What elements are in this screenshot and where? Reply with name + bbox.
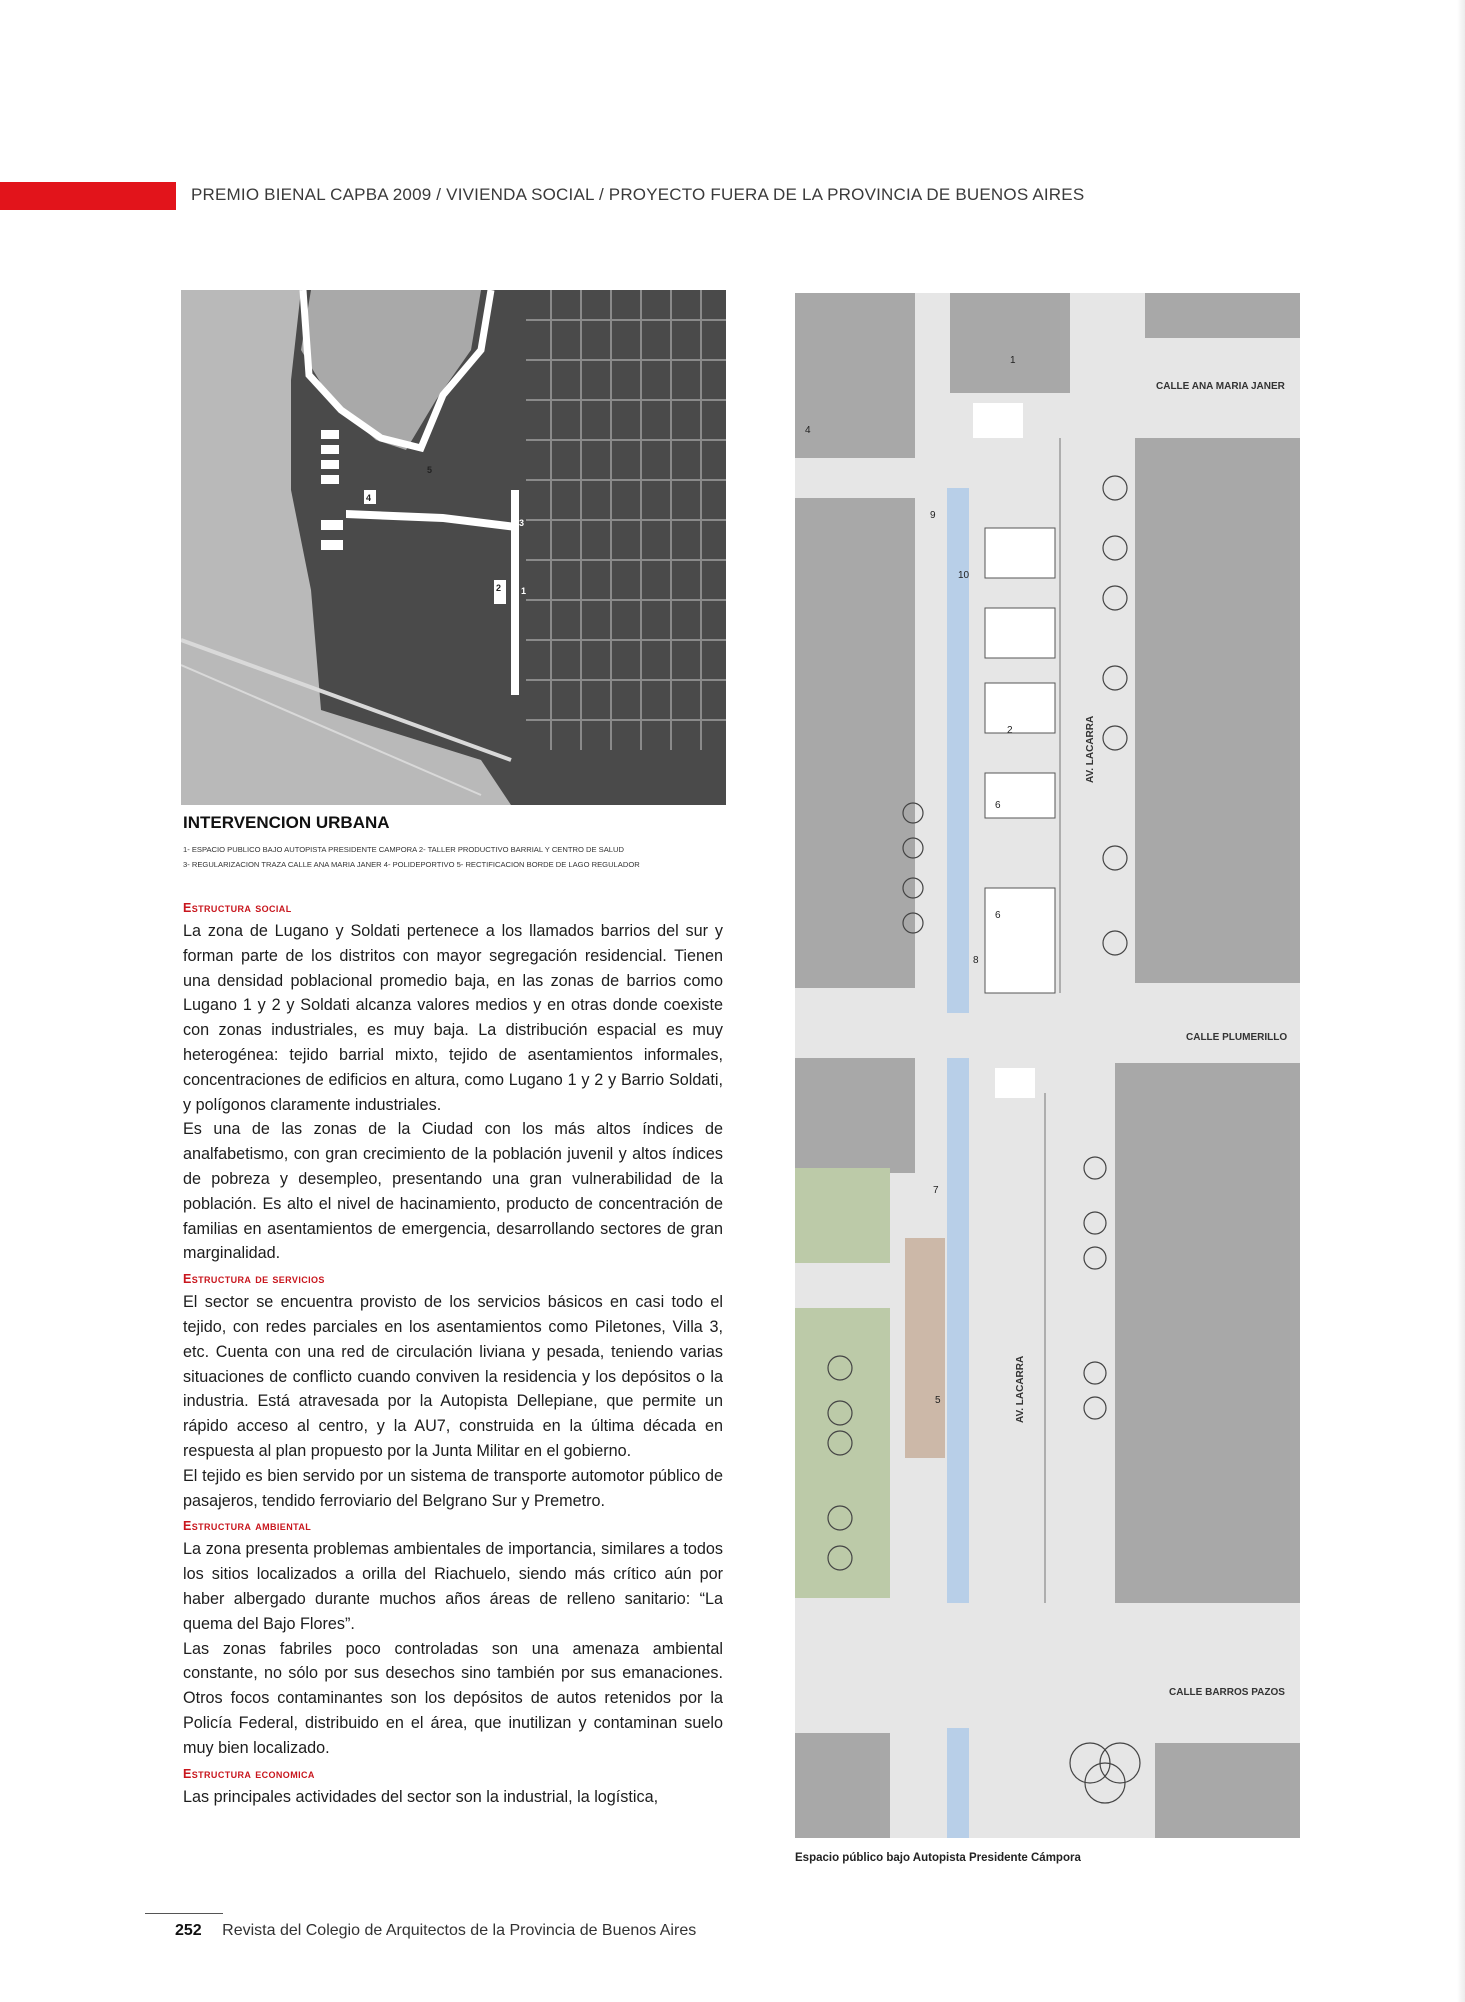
plan-number: 6	[995, 910, 1001, 921]
footer-rule	[145, 1913, 223, 1914]
avenue-label: AV. LACARRA	[1015, 1355, 1026, 1423]
street-label: CALLE ANA MARIA JANER	[1156, 381, 1285, 392]
plan-number: 9	[930, 510, 936, 521]
plan-number: 7	[933, 1185, 939, 1196]
paragraph: La zona presenta problemas ambientales de importancia, similares a todos los sitios localizados a orilla del Riachuelo, siendo más crítico aún por haber albergado durante muchos años áreas de relleno sanitario: “La quema del Bajo Flores”.	[183, 1540, 723, 1633]
map-legend-line: 3- REGULARIZACION TRAZA CALLE ANA MARIA JANER 4- POLIDEPORTIVO 5- RECTIFICACION BORDE DE LAGO REGULADOR	[183, 860, 640, 869]
paragraph: Las principales actividades del sector son la industrial, la logística,	[183, 1787, 659, 1806]
map-legend	[183, 842, 728, 872]
running-header: PREMIO BIENAL CAPBA 2009 / VIVIENDA SOCIAL / PROYECTO FUERA DE LA PROVINCIA DE BUENOS AIRES	[191, 185, 1085, 204]
section-heading: Estructura social	[183, 901, 292, 915]
page-number: 252	[175, 1922, 202, 1939]
map-marker-4: 4	[366, 493, 372, 503]
street-label: CALLE BARROS PAZOS	[1169, 1687, 1285, 1698]
paragraph: El tejido es bien servido por un sistema de transporte automotor público de pasajeros, tendido ferroviario del Belgrano Sur y Premetro.	[183, 1466, 723, 1510]
paragraph: La zona de Lugano y Soldati pertenece a los llamados barrios del sur y forman parte de los distritos con mayor segregación residencial. Tienen una densidad poblacional promedio baja, en las zonas de barrios como Lugano 1 y 2 y Soldati alcanza valores medios y en otras donde coexiste con zonas industriales, es muy baja. La distribución espacial es muy heterogénea: tejido barrial mixto, tejido de asentamientos informales, concentraciones de edificios en altura, como Lugano 1 y 2 y Barrio Soldati, y polígonos claramente industriales.	[183, 922, 723, 1114]
avenue-label: AV. LACARRA	[1085, 715, 1096, 783]
journal-name: Revista del Colegio de Arquitectos de la Provincia de Buenos Aires	[222, 1922, 697, 1939]
plan-number: 5	[935, 1395, 941, 1406]
map-legend-line: 1- ESPACIO PUBLICO BAJO AUTOPISTA PRESIDENTE CAMPORA 2- TALLER PRODUCTIVO BARRIAL Y CENTRO DE SALUD	[183, 845, 624, 854]
map-marker-2: 2	[496, 583, 502, 593]
plan-number: 8	[973, 955, 979, 966]
site-plan	[795, 293, 1300, 1838]
section-heading: Estructura de servicios	[183, 1272, 325, 1287]
header-accent-bar	[0, 182, 176, 210]
plan-number: 10	[958, 570, 970, 581]
article-column	[183, 895, 723, 1809]
page-footer	[175, 1922, 696, 1940]
map-marker-3: 3	[519, 518, 525, 528]
map-marker-1: 1	[521, 586, 527, 596]
map-marker-5: 5	[427, 465, 433, 475]
paragraph: El sector se encuentra provisto de los servicios básicos en casi todo el tejido, con redes parciales en los asentamientos como Piletones, Villa 3, etc. Cuenta con una red de circulación liviana y pesada, teniendo varias situaciones de conflicto cuando conviven la residencia y los depósitos o la industria. Está atravesada por la Autopista Dellepiane, que permite un rápido acceso al centro, y la AU7, construida en la última década en respuesta al plan propuesto por la Junta Militar en el gobierno.	[183, 1293, 723, 1460]
plan-number: 6	[995, 800, 1001, 811]
urban-intervention-map	[181, 290, 726, 805]
plan-number: 1	[1010, 355, 1016, 366]
map-title: INTERVENCION URBANA	[183, 813, 390, 832]
scan-edge-shadow	[1457, 0, 1465, 2002]
section-heading: Estructura ambiental	[183, 1519, 312, 1534]
section-heading: Estructura economica	[183, 1766, 315, 1781]
paragraph: Las zonas fabriles poco controladas son una amenaza ambiental constante, no sólo por sus desechos sino también por sus emanaciones. Otros focos contaminantes son los depósitos de autos retenidos por la Policía Federal, distribuido en el área, que inutilizan y contaminan suelo muy bien localizado.	[183, 1639, 723, 1757]
plan-caption: Espacio público bajo Autopista Presidente Cámpora	[795, 1852, 1081, 1864]
plan-number: 2	[1007, 725, 1013, 736]
street-label: CALLE PLUMERILLO	[1186, 1032, 1288, 1043]
paragraph: Es una de las zonas de la Ciudad con los más altos índices de analfabetismo, con gran crecimiento de la población juvenil y altos índices de pobreza y desempleo, presentando una gran vulnerabilidad de la población. Es alto el nivel de hacinamiento, producto de concentración de familias en asentamientos de emergencia, desarrollando sectores de gran marginalidad.	[183, 1120, 723, 1263]
plan-number: 4	[805, 425, 811, 436]
